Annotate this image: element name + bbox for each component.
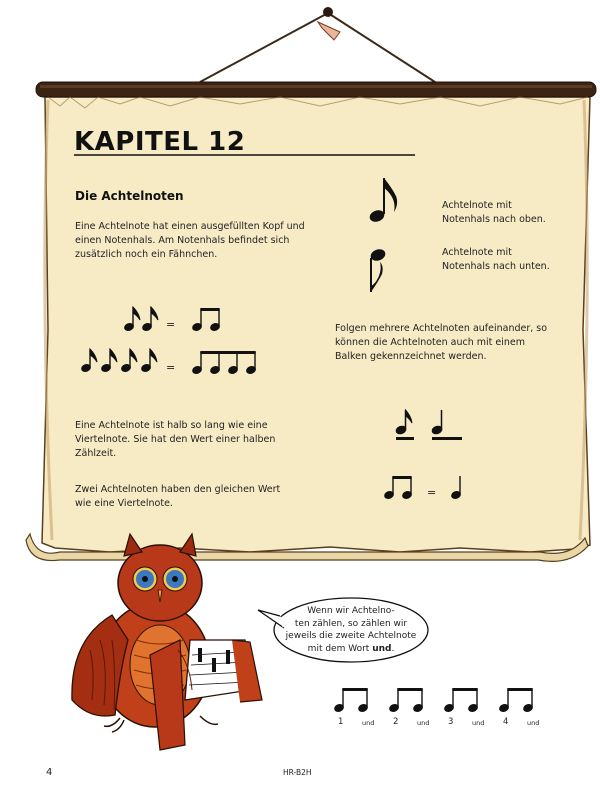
footer-code: HR-B2H	[283, 768, 312, 777]
count-label: 4	[503, 717, 509, 727]
speech-line: Wenn wir Achtelno-	[307, 606, 395, 616]
speech-bubble-text	[278, 605, 424, 655]
counting-notes	[334, 688, 534, 713]
count-label: 1	[338, 717, 344, 727]
beam-explanation: Folgen mehrere Achtelnoten aufeinander, so können die Achtelnoten auch mit einem Balken gekennzeichnet werden.	[335, 323, 548, 362]
nail-icon	[323, 7, 333, 17]
page-number: 4	[46, 767, 53, 778]
stem-down-caption: Achtelnote mit Notenhals nach unten.	[442, 247, 550, 272]
two-eighths-text: Zwei Achtelnoten haben den gleichen Wert wie eine Viertelnote.	[75, 484, 281, 509]
count-label: und	[472, 719, 485, 727]
equals-sign: =	[166, 361, 176, 374]
speech-line-pre: mit dem Wort	[307, 643, 373, 654]
equals-sign: =	[166, 318, 176, 331]
speech-line: jeweils die zweite Achtelnote	[285, 631, 417, 641]
speech-line-post: .	[391, 643, 395, 654]
count-label: 2	[393, 717, 399, 727]
count-label: 3	[448, 717, 454, 727]
count-label: und	[362, 719, 375, 727]
chapter-title: KAPITEL 12	[74, 127, 246, 157]
section-title: Die Achtelnoten	[75, 189, 184, 203]
half-value-text: Eine Achtelnote ist halb so lang wie eine Viertelnote. Sie hat den Wert einer halben Zählzeit.	[75, 420, 276, 459]
music-stand	[150, 640, 262, 750]
speech-line: ten zählen, so zählen wir	[294, 618, 408, 629]
speech-line	[278, 643, 424, 656]
stem-up-caption: Achtelnote mit Notenhals nach oben.	[442, 200, 546, 225]
count-label: und	[527, 719, 540, 727]
owl-illustration	[72, 534, 262, 750]
equals-sign: =	[427, 486, 437, 499]
speech-line-bold: und	[372, 643, 392, 654]
intro-text: Eine Achtelnote hat einen ausgefüllten Kopf und einen Notenhals. Am Notenhals befindet sich zusätzlich noch ein Fähnchen.	[75, 221, 305, 260]
count-label: und	[417, 719, 430, 727]
hanging-rope	[200, 7, 435, 82]
